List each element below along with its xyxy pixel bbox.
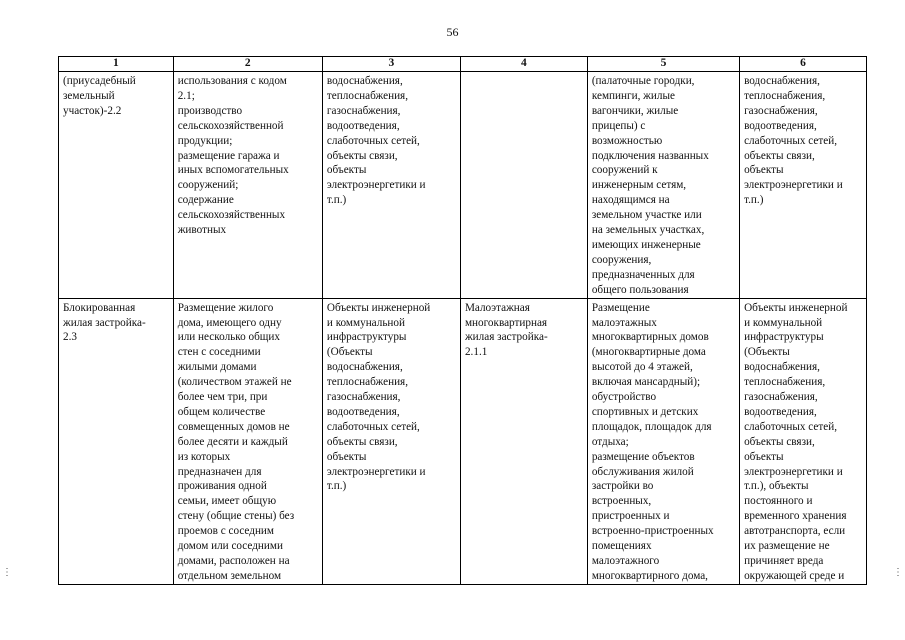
table-cell [740, 298, 867, 584]
table-row [59, 298, 867, 584]
cell-text: использования с кодом 2.1; производство сельскохозяйственной продукции; размещение гаража и иных вспомогательных сооружений; содержание сельскохозяйственных животных [177, 75, 289, 237]
table-cell [460, 72, 587, 299]
table-cell [173, 72, 322, 299]
column-header-2: 2 [173, 57, 322, 72]
table-cell [322, 72, 460, 299]
cell-text: Размещение жилого дома, имеющего одну или несколько общих стен с соседними жилыми домами (количеством этажей не более чем три, при общем количестве совмещенных домов не более десяти и каждый из которых предназначен для проживания одной семьи, имеет общую стену (общие стены) без проемов с соседним домом или соседними домами, расположен на отдельном земельном [177, 301, 295, 582]
table-cell [59, 298, 174, 584]
table-cell [322, 298, 460, 584]
cell-text: водоснабжения, теплоснабжения, газоснабжения, водоотведения, слаботочных сетей, объекты связи, объекты электроэнергетики и т.п.) [326, 75, 426, 207]
page-number: 56 [446, 25, 459, 39]
cell-text: Блокированная жилая застройка- 2.3 [63, 301, 146, 344]
column-header-1: 1 [59, 57, 174, 72]
table-cell [59, 72, 174, 299]
cell-text: Малоэтажная многоквартирная жилая застройка- 2.1.1 [464, 301, 548, 359]
table-cell [173, 298, 322, 584]
table-cell [587, 72, 739, 299]
cell-text: (палаточные городки, кемпинги, жилые вагончики, жилые прицепы) с возможностью подключения названных сооружений к инженерным сетям, находящимся на земельном участке или на земельных участках, имеющих инженерные сооружения, предназначенных для общего пользования [591, 75, 709, 296]
column-header-6: 6 [740, 57, 867, 72]
table-cell [460, 298, 587, 584]
header-row [59, 57, 867, 72]
cell-text: (приусадебный земельный участок)-2.2 [63, 75, 136, 117]
cell-text: Объекты инженерной и коммунальной инфраструктуры (Объекты водоснабжения, теплоснабжения, газоснабжения, водоотведения, слаботочных сетей, объекты связи, объекты электроэнергетики и т.п.), объекты постоянного и временного хранения автотранспорта, если их размещение не причиняет вреда окружающей среде и [744, 301, 848, 582]
table-cell [740, 72, 867, 299]
scan-edge-mark-left: ⋮ [2, 567, 12, 578]
cell-text: Размещение малоэтажных многоквартирных домов (многоквартирные дома высотой до 4 этажей, включая мансардный); обустройство спортивных и детских площадок, площадок для отдыха; размещение объектов обслуживания жилой застройки во встроенных, пристроенных и встроенно-пристроенных помещениях малоэтажного многоквартирного дома, [591, 301, 714, 582]
scan-edge-mark-right: ⋮ [893, 567, 903, 578]
column-header-4: 4 [460, 57, 587, 72]
land-use-table [58, 56, 867, 585]
cell-text: водоснабжения, теплоснабжения, газоснабжения, водоотведения, слаботочных сетей, объекты связи, объекты электроэнергетики и т.п.) [744, 75, 843, 207]
column-header-5: 5 [587, 57, 739, 72]
cell-text: Объекты инженерной и коммунальной инфраструктуры (Объекты водоснабжения, теплоснабжения, газоснабжения, водоотведения, слаботочных сетей, объекты связи, объекты электроэнергетики и т.п.) [326, 301, 431, 493]
table-row [59, 72, 867, 299]
column-header-3: 3 [322, 57, 460, 72]
table-cell [587, 298, 739, 584]
